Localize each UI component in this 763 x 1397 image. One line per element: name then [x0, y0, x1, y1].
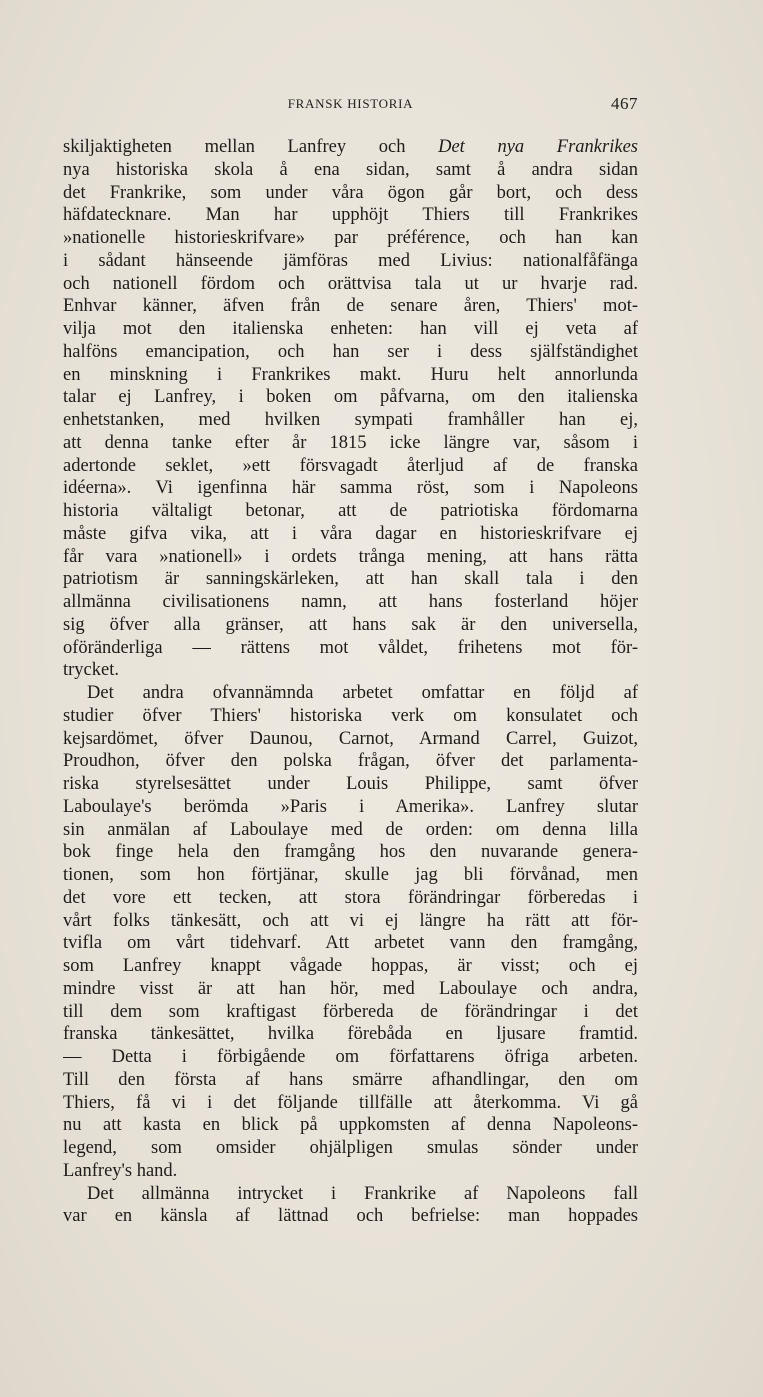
text-line: enhetstanken, med hvilken sympati framhåller han ej, [63, 410, 638, 430]
text-line: allmänna civilisationens namn, att hans fosterland höjer [63, 592, 638, 612]
text-line: nu att kasta en blick på uppkomsten af denna Napoleons- [63, 1115, 638, 1136]
text-line: idéerna». Vi igenfinna här samma röst, som i Napoleons [63, 478, 638, 499]
text-line: legend, som omsider ohjälpligen smulas sönder under [63, 1138, 638, 1158]
text-line: vårt folks tänkesätt, och att vi ej längre ha rätt att för- [63, 910, 638, 931]
text-line: Till den första af hans smärre afhandlingar, den om [63, 1069, 638, 1090]
text-line: häfdatecknare. Man har upphöjt Thiers till Frankrikes [63, 205, 638, 226]
text-line: Proudhon, öfver den polska frågan, öfver det parlamenta- [63, 751, 638, 772]
page-number: 467 [611, 94, 638, 113]
text-line: Lanfrey's hand. [63, 1160, 178, 1181]
text-line: nya historiska skola å ena sidan, samt å andra sidan [63, 159, 638, 180]
text-line: sig öfver alla gränser, att hans sak är den universella, [63, 614, 638, 635]
text-line: halföns emancipation, och han ser i dess själfständighet [63, 341, 638, 362]
text-line: som Lanfrey knappt vågade hoppas, är visst; och ej [63, 956, 638, 976]
text-line: »nationelle historieskrifvare» par préférence, och han kan [63, 228, 638, 248]
running-head [63, 96, 638, 116]
body-text [63, 136, 638, 1228]
text-line: sin anmälan af Laboulaye med de orden: om denna lilla [63, 819, 638, 840]
text-line: riska styrelsesättet under Louis Philippe, samt öfver [63, 774, 638, 794]
text-line: Enhvar känner, äfven från de senare åren, Thiers' mot- [63, 296, 638, 317]
text-segment: skiljaktigheten mellan Lanfrey och [63, 137, 439, 157]
text-line: i sådant hänseende jämföras med Livius: nationalfåfänga [63, 250, 638, 271]
text-line: historia vältaligt betonar, att de patriotiska fördomarna [63, 501, 638, 521]
text-line: vilja mot den italienska enheten: han vill ej veta af [63, 319, 638, 339]
text-line: kejsardömet, öfver Daunou, Carnot, Armand Carrel, Guizot, [63, 728, 638, 749]
text-line: talar ej Lanfrey, i boken om påfvarna, om den italienska [63, 387, 638, 408]
text-line: det Frankrike, som under våra ögon går bort, och dess [63, 182, 638, 203]
text-line: franska tänkesättet, hvilka förebåda en ljusare framtid. [63, 1024, 638, 1045]
text-line: var en känsla af lättnad och befrielse: man hoppades [63, 1206, 638, 1227]
text-line: Laboulaye's berömda »Paris i Amerika». Lanfrey slutar [63, 796, 638, 817]
text-line: oföränderliga — rättens mot våldet, frihetens mot för- [63, 637, 638, 658]
text-line: studier öfver Thiers' historiska verk om konsulatet och [63, 705, 638, 726]
text-line: tvifla om vårt tidehvarf. Att arbetet vann den framgång, [63, 933, 638, 954]
text-line: får vara »nationell» i ordets trånga mening, att hans rätta [63, 546, 638, 567]
text-line: att denna tanke efter år 1815 icke längre var, såsom i [63, 432, 638, 453]
text-line: patriotism är sanningskärleken, att han skall tala i den [63, 569, 638, 590]
text-line: till dem som kraftigast förbereda de förändringar i det [63, 1001, 638, 1022]
italic-title: Det nya Frankrikes [438, 137, 638, 157]
text-line: Thiers, få vi i det följande tillfälle att återkomma. Vi gå [63, 1092, 638, 1113]
text-line [63, 136, 638, 159]
running-title: FRANSK HISTORIA [287, 96, 414, 111]
text-line: det vore ett tecken, att stora förändringar förberedas i [63, 887, 638, 908]
text-line: bok finge hela den framgång hos den nuvarande genera- [63, 842, 638, 863]
text-line: Det andra ofvannämnda arbetet omfattar en följd af [87, 683, 638, 703]
text-line: — Detta i förbigående om författarens öfriga arbeten. [63, 1047, 638, 1067]
text-line: en minskning i Frankrikes makt. Huru helt annorlunda [63, 364, 638, 385]
text-line: måste gifva vika, att i våra dagar en historieskrifvare ej [63, 523, 638, 544]
text-line: mindre visst är att han hör, med Laboulaye och andra, [63, 978, 638, 999]
text-line: trycket. [63, 660, 119, 681]
text-line: adertonde seklet, »ett försvagadt återljud af de franska [63, 455, 638, 476]
text-line: och nationell fördom och orättvisa tala ut ur hvarje rad. [63, 273, 638, 294]
text-line: tionen, som hon förtjänar, skulle jag bli förvånad, men [63, 865, 638, 885]
text-line: Det allmänna intrycket i Frankrike af Napoleons fall [87, 1183, 638, 1204]
